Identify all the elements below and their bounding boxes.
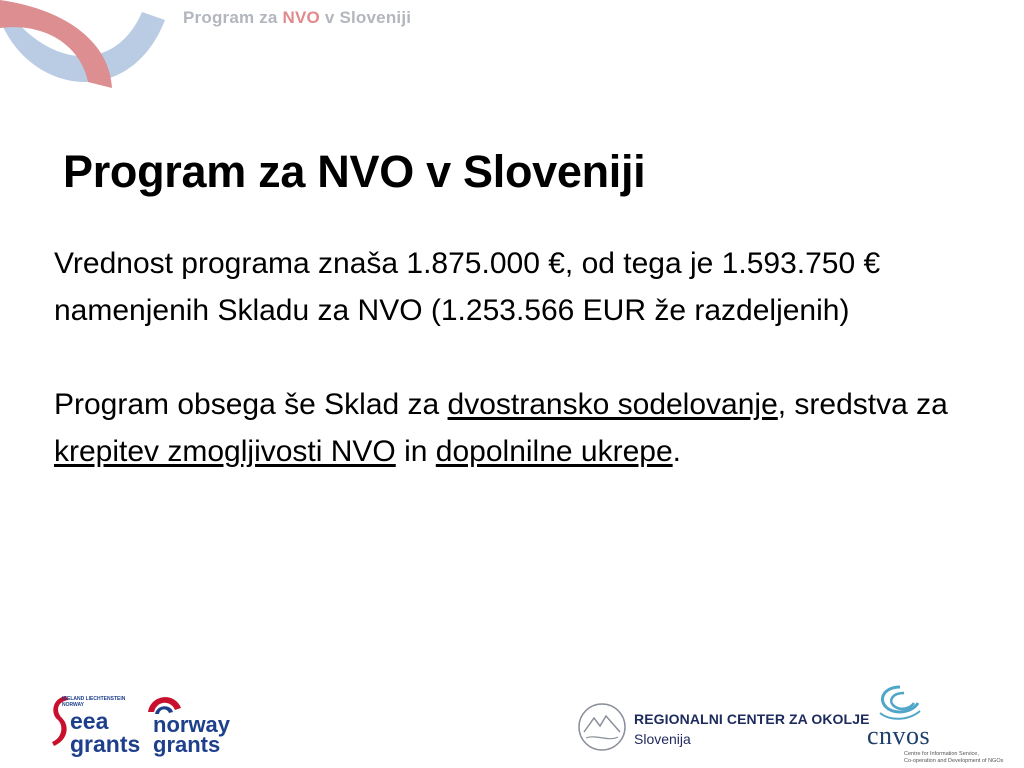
corner-swoosh-decoration bbox=[0, 0, 180, 110]
eea-grants-logo bbox=[48, 690, 140, 758]
slide-title: Program za NVO v Sloveniji bbox=[63, 146, 646, 197]
eea-word: eea bbox=[70, 708, 109, 734]
cnvos-word: cnvos bbox=[867, 721, 931, 750]
rec-mountain-icon bbox=[576, 700, 628, 754]
link-bilateral-cooperation[interactable]: dvostransko sodelovanje bbox=[447, 388, 778, 421]
link-capacity-building[interactable]: krepitev zmogljivosti NVO bbox=[54, 435, 396, 468]
slide-body bbox=[54, 240, 974, 475]
cnvos-logo bbox=[862, 683, 1020, 765]
eea-grants-word: grants bbox=[70, 731, 141, 757]
cnvos-tagline: Centre for Information Service, Co-operation and Development of NGOs bbox=[904, 751, 1004, 764]
rec-name: REGIONALNI CENTER ZA OKOLJE bbox=[634, 711, 870, 727]
norway-grants-word: grants bbox=[153, 732, 221, 757]
rec-logo bbox=[576, 700, 870, 756]
norway-word: norway bbox=[153, 712, 231, 737]
paragraph-scope: Program obsega še Sklad za dvostransko sodelovanje, sredstva za krepitev zmogljivosti NVO in dopolnilne ukrepe. bbox=[54, 388, 948, 468]
eea-countries: ICELAND LIECHTENSTEIN NORWAY bbox=[62, 696, 126, 708]
cnvos-swirl-icon bbox=[872, 683, 926, 723]
rec-country: Slovenija bbox=[634, 731, 691, 747]
header-brand: Program za NVO v Sloveniji bbox=[183, 8, 412, 27]
norway-grants-logo bbox=[145, 690, 240, 758]
paragraph-value: Vrednost programa znaša 1.875.000 €, od tega je 1.593.750 € namenjenih Skladu za NVO (1.253.566 EUR že razdeljenih) bbox=[54, 247, 881, 327]
link-complementary-measures[interactable]: dopolnilne ukrepe bbox=[435, 435, 673, 468]
